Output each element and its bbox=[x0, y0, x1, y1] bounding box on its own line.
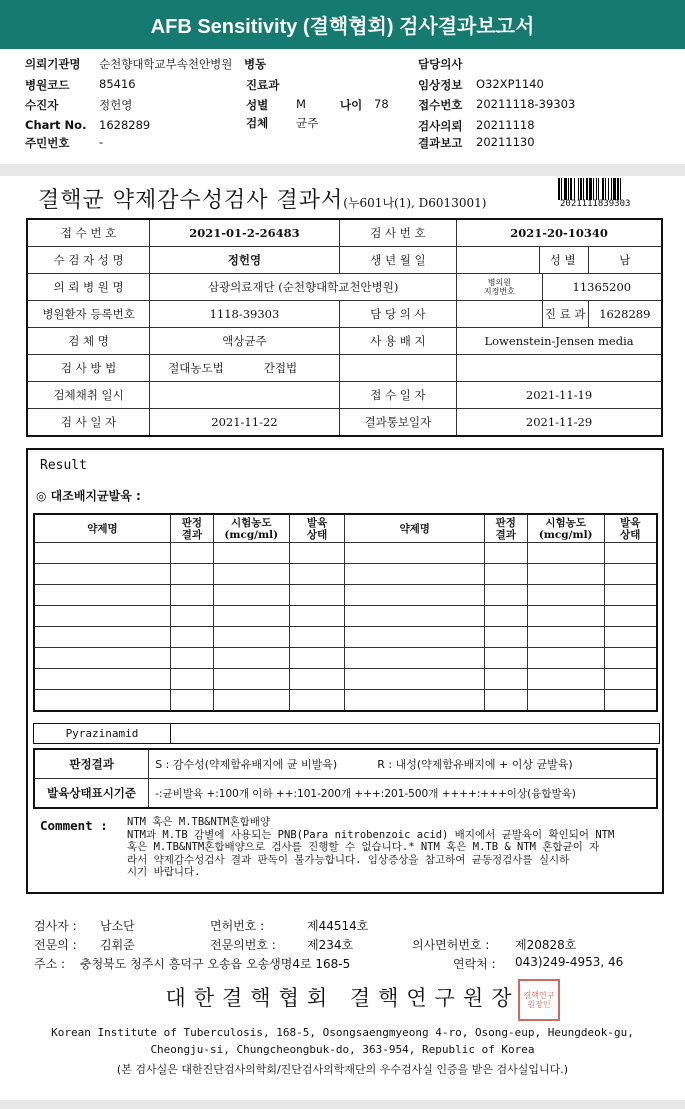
drug-table-row bbox=[34, 690, 657, 712]
drug-table-cell bbox=[484, 690, 527, 712]
drug-table-header: 시험농도 (mcg/ml) bbox=[213, 514, 289, 543]
drug-table-header: 약제명 bbox=[345, 514, 484, 543]
drug-table-cell bbox=[345, 648, 484, 669]
drug-table-header: 판정 결과 bbox=[484, 514, 527, 543]
growth-criteria: -:균비발육 +:100개 이하 ++:101-200개 +++:201-500개 ++++:+++이상(융합발육) bbox=[149, 779, 657, 809]
drug-table-cell bbox=[170, 543, 213, 564]
drug-table-row bbox=[34, 627, 657, 648]
pyrazinamide-row bbox=[33, 723, 660, 744]
drug-table-cell bbox=[345, 585, 484, 606]
rrn-label: 주민번호 bbox=[25, 136, 70, 150]
drug-table-row bbox=[34, 543, 657, 564]
info-value: 남 bbox=[588, 247, 662, 274]
code-label-2: 지정번호 bbox=[483, 287, 515, 296]
info-value bbox=[150, 355, 340, 382]
drug-table-cell bbox=[345, 690, 484, 712]
info-label: 사 용 배 지 bbox=[339, 328, 456, 355]
sex-label: 성 별 bbox=[539, 247, 586, 273]
drug-table-cell bbox=[527, 690, 604, 712]
info-label: 담 당 의 사 bbox=[339, 301, 456, 328]
tester-label: 검사자 : bbox=[34, 919, 77, 933]
english-address-1: Korean Institute of Tuberculosis, 168-5, Osongsaengmyeong 4-ro, Osong-eup, Heungdeok-gu, bbox=[51, 1026, 634, 1039]
method-1: 절대농도법 bbox=[168, 361, 224, 375]
drug-table-cell bbox=[527, 585, 604, 606]
report-value: 20211130 bbox=[476, 135, 535, 149]
comment-text bbox=[127, 816, 647, 879]
drug-table-cell bbox=[170, 690, 213, 712]
info-value: 정헌영 bbox=[150, 247, 340, 274]
method-2: 간접법 bbox=[263, 361, 298, 375]
document-title bbox=[38, 183, 486, 214]
institution-value: 순천향대학교부속천안병원 bbox=[99, 57, 233, 71]
clinical-label: 임상정보 bbox=[418, 78, 463, 92]
age-label: 나이 bbox=[340, 98, 363, 112]
info-value bbox=[339, 355, 456, 382]
info-label: 접 수 일 자 bbox=[339, 382, 456, 409]
document-title-sub: (누601나(1), D6013001) bbox=[343, 196, 487, 210]
drug-table-cell bbox=[170, 627, 213, 648]
drug-table-cell bbox=[289, 606, 345, 627]
drug-table-header: 발육 상태 bbox=[604, 514, 657, 543]
judge-r: R : 내성(약제함유배지에 + 이상 균발육) bbox=[377, 758, 573, 771]
sex-value: M bbox=[296, 97, 306, 111]
institution-label: 의뢰기관명 bbox=[25, 57, 81, 71]
barcode-bar bbox=[621, 178, 623, 200]
drug-table-row bbox=[34, 669, 657, 690]
report-header bbox=[0, 0, 685, 49]
drug-table-cell bbox=[213, 543, 289, 564]
expert-no-value: 제234호 bbox=[307, 938, 354, 952]
drug-table-cell bbox=[527, 627, 604, 648]
info-label: 검 체 명 bbox=[27, 328, 150, 355]
drug-table-cell bbox=[289, 585, 345, 606]
expert-value: 김휘준 bbox=[100, 938, 135, 952]
address-value: 충청북도 청주시 흥덕구 오송읍 오송생명4로 168-5 bbox=[80, 957, 351, 971]
info-value: 2021-20-10340 bbox=[457, 219, 662, 247]
doctor-license-value: 제20828호 bbox=[515, 938, 577, 952]
drug-table-cell bbox=[213, 648, 289, 669]
drug-table-cell bbox=[484, 564, 527, 585]
license-value: 제44514호 bbox=[307, 919, 369, 933]
rrn-value: - bbox=[99, 135, 104, 149]
info-value: 2021-11-29 bbox=[457, 409, 662, 437]
report-title: AFB Sensitivity (결핵협회) 검사결과보고서 bbox=[150, 16, 535, 38]
address-label: 주소 : bbox=[34, 957, 66, 971]
info-value: 2021-11-19 bbox=[457, 382, 662, 409]
expert-label: 전문의 : bbox=[34, 938, 77, 952]
drug-table-cell bbox=[484, 627, 527, 648]
drug-table-cell bbox=[345, 564, 484, 585]
info-value: Lowenstein-Jensen media bbox=[457, 328, 662, 355]
comment-line: 혹은 M.TB&NTM혼합배양으로 검사를 진행할 수 없습니다.* NTM 혹은 M.TB & NTM 혼합균이 자 bbox=[127, 841, 600, 853]
drug-table bbox=[33, 513, 658, 712]
drug-table-cell bbox=[345, 627, 484, 648]
chart-label: Chart No. bbox=[25, 118, 87, 132]
certification-note: (본 검사실은 대한진단검사의학회/진단검사의학재단의 우수검사실 인증을 받은 검사실입니다.) bbox=[116, 1063, 569, 1076]
hospital-code-value: 85416 bbox=[99, 77, 136, 91]
request-label: 검사의뢰 bbox=[418, 119, 463, 133]
info-value: 2021-01-2-26483 bbox=[150, 219, 340, 247]
license-label: 면허번호 : bbox=[210, 919, 265, 933]
judge-s: S : 감수성(약제함유배지에 균 비발육) bbox=[155, 758, 338, 771]
comment-line: NTM 혹은 M.TB&NTM혼합배양 bbox=[127, 816, 271, 828]
patient-info-table bbox=[26, 218, 663, 437]
info-value bbox=[150, 382, 340, 409]
drug-table-cell bbox=[484, 669, 527, 690]
drug-table-cell bbox=[527, 564, 604, 585]
info-label: 진 료 과 bbox=[542, 301, 588, 328]
doctor-label: 담당의사 bbox=[418, 57, 463, 71]
dept-label: 진료과 bbox=[246, 78, 280, 92]
request-value: 20211118 bbox=[476, 118, 535, 132]
drug-table-cell bbox=[604, 564, 657, 585]
judge-criteria bbox=[149, 749, 657, 779]
drug-table-cell bbox=[213, 690, 289, 712]
comment-line: NTM과 M.TB 감별에 사용되는 PNB(Para nitrobenzoic acid) 배지에서 균발육이 확인되어 NTM bbox=[127, 828, 615, 841]
drug-table-cell bbox=[213, 627, 289, 648]
report-label: 결과보고 bbox=[418, 136, 463, 150]
code-label-1: 병의원 bbox=[487, 278, 511, 287]
info-label: 접 수 번 호 bbox=[27, 219, 150, 247]
contact-value: 043)249-4953, 46 bbox=[515, 955, 624, 969]
drug-table-cell bbox=[213, 606, 289, 627]
comment-line: 시기 바랍니다. bbox=[127, 866, 201, 878]
info-label: 생 년 월 일 bbox=[339, 247, 456, 274]
drug-table-cell bbox=[527, 543, 604, 564]
info-value: 2021-11-22 bbox=[150, 409, 340, 437]
drug-table-header: 판정 결과 bbox=[170, 514, 213, 543]
barcode-number: 2021111839303 bbox=[560, 199, 631, 209]
contact-label: 연락처 : bbox=[453, 957, 496, 971]
tester-value: 남소단 bbox=[100, 919, 135, 933]
drug-table-cell bbox=[170, 564, 213, 585]
drug-table-cell bbox=[34, 669, 170, 690]
drug-table-cell bbox=[34, 648, 170, 669]
institute-name: 대한결핵협회 결핵연구원장 bbox=[165, 986, 520, 1010]
official-seal-icon: 결핵연구원장인 bbox=[518, 979, 560, 1021]
drug-table-cell bbox=[170, 648, 213, 669]
drug-table-cell bbox=[484, 648, 527, 669]
result-title: Result bbox=[40, 458, 87, 473]
specimen-label: 검체 bbox=[246, 116, 269, 130]
info-value: 삼광의료재단 (순천향대학교천안병원) bbox=[150, 274, 457, 301]
clinical-value: O32XP1140 bbox=[476, 77, 544, 91]
receipt-value: 20211118-39303 bbox=[476, 97, 576, 111]
drug-table-cell bbox=[170, 669, 213, 690]
drug-table-cell bbox=[289, 690, 345, 712]
growth-label: 발육상태표시기준 bbox=[34, 779, 149, 809]
drug-table-header: 발육 상태 bbox=[289, 514, 345, 543]
drug-table-cell bbox=[34, 543, 170, 564]
info-label: 검 사 방 법 bbox=[27, 355, 150, 382]
pyrazinamide-label: Pyrazinamid bbox=[34, 724, 171, 743]
barcode bbox=[558, 178, 658, 200]
info-label: 검 사 일 자 bbox=[27, 409, 150, 437]
expert-no-label: 전문의번호 : bbox=[210, 938, 276, 952]
doctor-license-label: 의사면허번호 : bbox=[412, 938, 490, 952]
drug-table-cell bbox=[604, 648, 657, 669]
drug-table-row bbox=[34, 585, 657, 606]
drug-table-cell bbox=[213, 564, 289, 585]
divider bbox=[0, 164, 685, 176]
drug-table-cell bbox=[484, 543, 527, 564]
drug-table-cell bbox=[34, 627, 170, 648]
drug-table-header: 시험농도 (mcg/ml) bbox=[527, 514, 604, 543]
info-value: 11365200 bbox=[542, 274, 662, 301]
drug-table-cell bbox=[213, 585, 289, 606]
judgement-table bbox=[33, 748, 658, 809]
info-label: 결과통보일자 bbox=[339, 409, 456, 437]
drug-table-cell bbox=[289, 648, 345, 669]
drug-table-cell bbox=[34, 585, 170, 606]
ward-label: 병동 bbox=[244, 57, 267, 71]
info-value bbox=[457, 301, 543, 328]
info-label: 검 사 번 호 bbox=[339, 219, 456, 247]
drug-table-cell bbox=[604, 585, 657, 606]
drug-table-cell bbox=[289, 564, 345, 585]
judge-label: 판정결과 bbox=[34, 749, 149, 779]
drug-table-cell bbox=[527, 606, 604, 627]
drug-table-cell bbox=[345, 543, 484, 564]
drug-table-cell bbox=[345, 606, 484, 627]
drug-table-cell bbox=[34, 606, 170, 627]
info-label: 의 뢰 병 원 명 bbox=[27, 274, 150, 301]
drug-table-cell bbox=[34, 564, 170, 585]
drug-table-cell bbox=[170, 585, 213, 606]
drug-table-cell bbox=[34, 690, 170, 712]
info-label: 수 검 자 성 명 bbox=[27, 247, 150, 274]
drug-table-cell bbox=[527, 648, 604, 669]
info-value: 액상균주 bbox=[150, 328, 340, 355]
hospital-code-label: 병원코드 bbox=[25, 78, 70, 92]
drug-table-cell bbox=[345, 669, 484, 690]
english-address-2: Cheongju-si, Chungcheongbuk-do, 363-954, Republic of Korea bbox=[150, 1043, 535, 1056]
patient-label: 수진자 bbox=[25, 98, 59, 112]
control-growth-label: ◎ 대조배지균발육 : bbox=[36, 489, 141, 503]
info-value: 1628289 bbox=[588, 301, 662, 328]
drug-table-header: 약제명 bbox=[34, 514, 170, 543]
drug-table-cell bbox=[604, 690, 657, 712]
info-label: 검체채취 일시 bbox=[27, 382, 150, 409]
drug-table-cell bbox=[604, 669, 657, 690]
drug-table-cell bbox=[213, 669, 289, 690]
comment-line: 라서 약제감수성검사 결과 판독이 불가능합니다. 임상증상을 참고하여 균동정검사를 실시하 bbox=[127, 853, 570, 866]
drug-table-cell bbox=[604, 606, 657, 627]
drug-table-cell bbox=[484, 585, 527, 606]
sex-label: 성별 bbox=[246, 98, 269, 112]
drug-table-cell bbox=[604, 543, 657, 564]
drug-table-cell bbox=[289, 669, 345, 690]
document-title-text: 결핵균 약제감수성검사 결과서 bbox=[38, 188, 344, 213]
info-label: 병원환자 등록번호 bbox=[27, 301, 150, 328]
drug-table-cell bbox=[289, 627, 345, 648]
drug-table-cell bbox=[604, 627, 657, 648]
drug-table-cell bbox=[527, 669, 604, 690]
comment-label: Comment : bbox=[40, 818, 108, 833]
drug-table-cell bbox=[289, 543, 345, 564]
info-value: 1118-39303 bbox=[150, 301, 340, 328]
drug-table-row bbox=[34, 564, 657, 585]
drug-table-cell bbox=[170, 606, 213, 627]
receipt-label: 접수번호 bbox=[418, 98, 463, 112]
drug-table-row bbox=[34, 648, 657, 669]
chart-value: 1628289 bbox=[99, 118, 151, 132]
specimen-value: 균주 bbox=[296, 116, 319, 130]
age-value: 78 bbox=[374, 97, 389, 111]
drug-table-cell bbox=[484, 606, 527, 627]
drug-table-row bbox=[34, 606, 657, 627]
info-value bbox=[457, 355, 662, 382]
info-label bbox=[457, 247, 589, 274]
bottom-divider bbox=[0, 1100, 685, 1109]
info-label bbox=[457, 274, 543, 301]
patient-value: 정헌영 bbox=[99, 98, 133, 112]
